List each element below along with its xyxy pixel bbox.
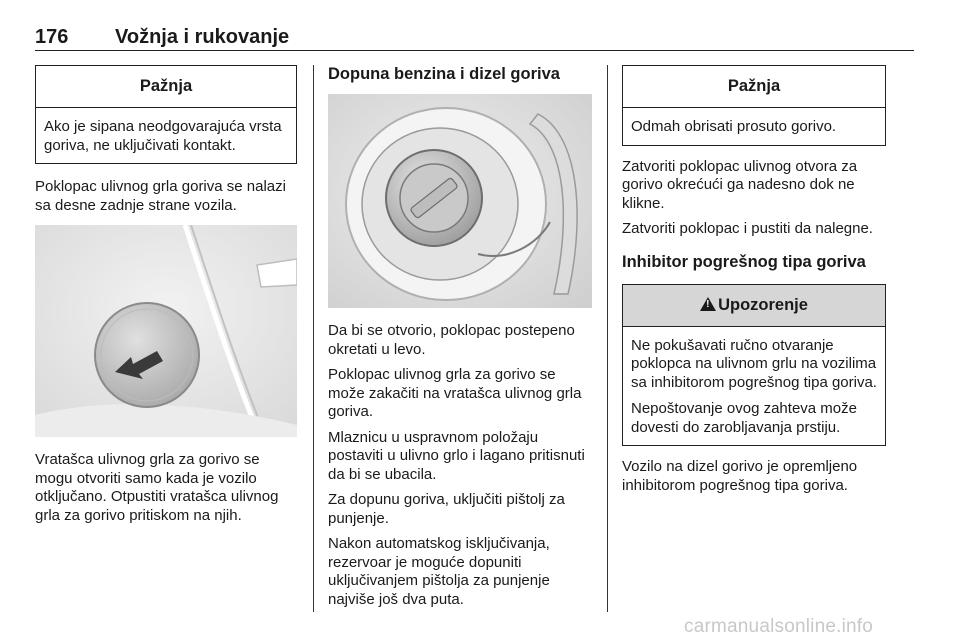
chapter-title: Vožnja i rukovanje (115, 26, 290, 48)
paragraph: Da bi se otvorio, poklopac postepeno okretati u levo. (328, 322, 575, 358)
paragraph: Nakon automatskog isključivanja, rezervoar je moguće dopuniti uključivanjem pištolja za punjenje najviše još dva puta. (328, 535, 550, 608)
close-flap-text: Zatvoriti poklopac i pustiti da nalegne. (622, 220, 873, 237)
watermark: carmanualsonline.info (684, 616, 874, 637)
paragraph: Za dopunu goriva, uključiti pištolj za punjenje. (328, 491, 565, 527)
column-2 (328, 65, 592, 616)
section-heading-misfuel: Inhibitor pogrešnog tipa goriva (622, 252, 866, 271)
fuel-flap-illustration (35, 225, 297, 437)
caution-box (35, 65, 297, 164)
page-number: 176 (35, 26, 69, 48)
warning-title: Upozorenje (718, 295, 808, 314)
fuel-cap-illustration (328, 94, 592, 308)
caution-text: Odmah obrisati prosuto gorivo. (631, 118, 837, 135)
fuel-cap-figure (328, 94, 592, 308)
section-heading-refuel: Dopuna benzina i dizel goriva (328, 65, 560, 83)
caution-box (622, 65, 886, 146)
column-1 (35, 65, 297, 532)
fuel-flap-open-text: Vratašca ulivnog grla za gorivo se mogu otvoriti samo kada je vozilo otključano. Otpustiti vratašca ulivnog grla za gorivo pritiskom na njih. (35, 451, 279, 524)
page-header (35, 26, 914, 51)
column-divider (607, 65, 608, 612)
paragraph: Mlaznicu u uspravnom položaju postaviti u ulivno grlo i lagano pritisnuti da bi se ubacila. (328, 428, 585, 483)
warning-header (623, 285, 885, 327)
column-3 (622, 65, 886, 502)
close-cap-text: Zatvoriti poklopac ulivnog otvora za gorivo okrećući ga nadesno dok ne klikne. (622, 157, 858, 212)
warning-box (622, 284, 886, 447)
warning-text: Nepoštovanje ovog zahteva može dovesti do zarobljavanja prstiju. (631, 400, 857, 436)
warning-text: Ne pokušavati ručno otvaranje poklopca na ulivnom grlu na vozilima sa inhibitorom pogrešnog tipa goriva. (631, 336, 877, 391)
caution-title: Pažnja (623, 66, 885, 108)
fuel-flap-location-text: Poklopac ulivnog grla goriva se nalazi sa desne zadnje strane vozila. (35, 178, 286, 214)
fuel-flap-figure (35, 225, 297, 437)
caution-title: Pažnja (36, 66, 296, 108)
diesel-inhibitor-text: Vozilo na dizel gorivo je opremljeno inhibitorom pogrešnog tipa goriva. (622, 458, 858, 494)
warning-triangle-icon (700, 297, 716, 311)
caution-text: Ako je sipana neodgovarajuća vrsta goriva, ne uključivati kontakt. (44, 118, 282, 154)
column-divider (313, 65, 314, 612)
paragraph: Poklopac ulivnog grla za gorivo se može zakačiti na vratašca ulivnog grla goriva. (328, 366, 582, 420)
